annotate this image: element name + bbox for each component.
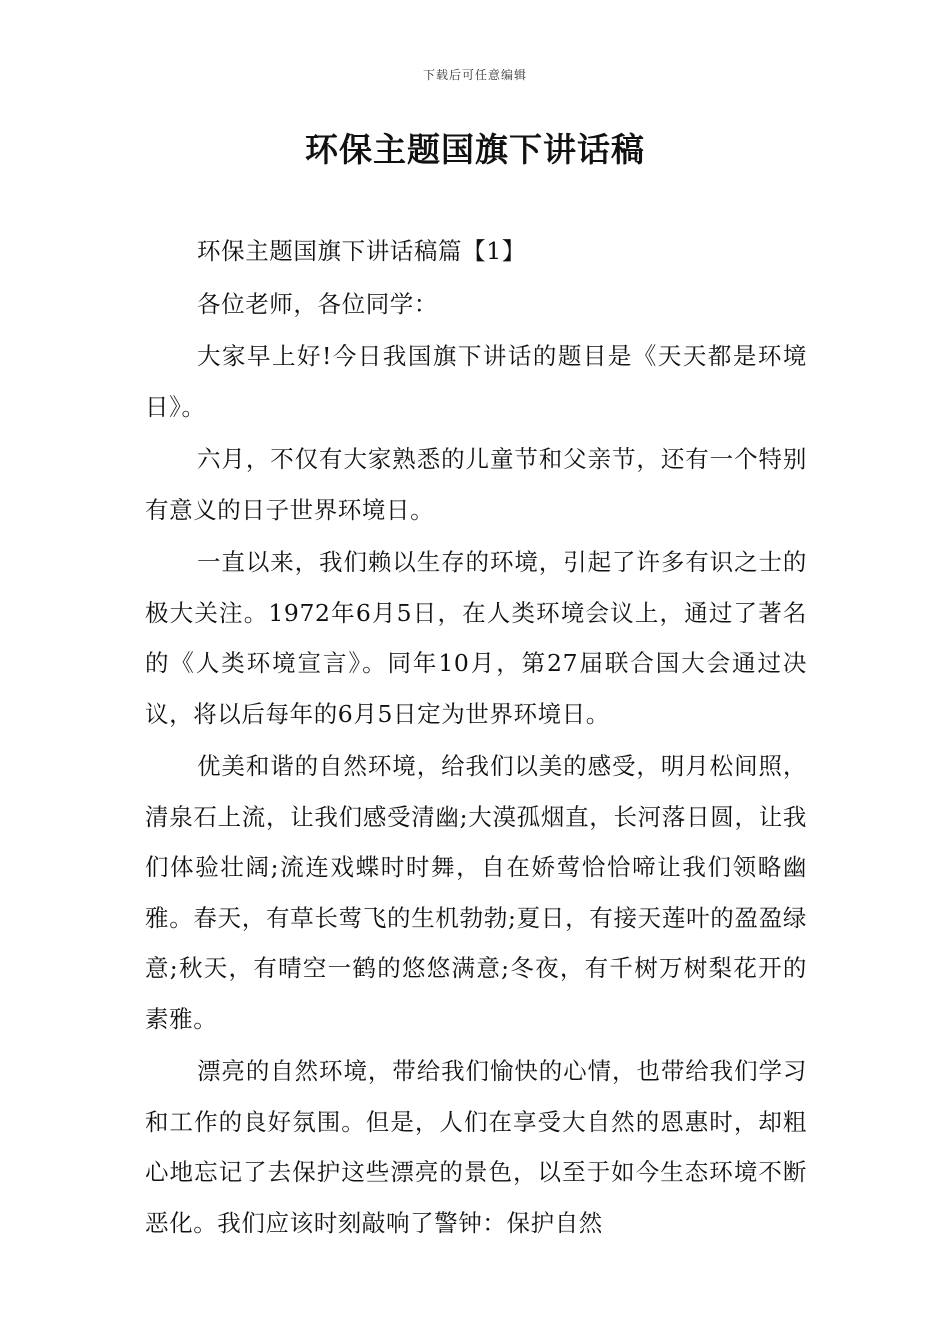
section-heading: 环保主题国旗下讲话稿篇【1】	[197, 237, 526, 265]
paragraph: 一直以来，我们赖以生存的环境，引起了许多有识之士的极大关注。1972年6月5日，在人类环境会议上，通过了著名的《人类环境宣言》。同年10月，第27届联合国大会通过决议，将以后每年的6月5日定为世界环境日。	[145, 548, 807, 728]
document-body	[145, 226, 807, 1250]
salutation: 各位老师，各位同学：	[197, 289, 438, 318]
document-title: 环保主题国旗下讲话稿	[305, 130, 645, 169]
paragraph: 六月，不仅有大家熟悉的儿童节和父亲节，还有一个特别有意义的日子世界环境日。	[145, 445, 807, 524]
header-note: 下载后可任意编辑	[422, 68, 527, 82]
paragraph: 优美和谐的自然环境，给我们以美的感受，明月松间照，清泉石上流，让我们感受清幽;大漠孤烟直，长河落日圆，让我们体验壮阔;流连戏蝶时时舞，自在娇莺恰恰啼让我们领略幽雅。春天，有草长莺飞的生机勃勃;夏日，有接天莲叶的盈盈绿意;秋天，有晴空一鹤的悠悠满意;冬夜，有千树万树梨花开的素雅。	[145, 752, 807, 1033]
paragraph: 漂亮的自然环境，带给我们愉快的心情，也带给我们学习和工作的良好氛围。但是，人们在享受大自然的恩惠时，却粗心地忘记了去保护这些漂亮的景色，以至于如今生态环境不断恶化。我们应该时刻敲响了警钟：保护自然	[145, 1057, 807, 1237]
paragraph: 大家早上好!今日我国旗下讲话的题目是《天天都是环境日》。	[145, 342, 807, 421]
